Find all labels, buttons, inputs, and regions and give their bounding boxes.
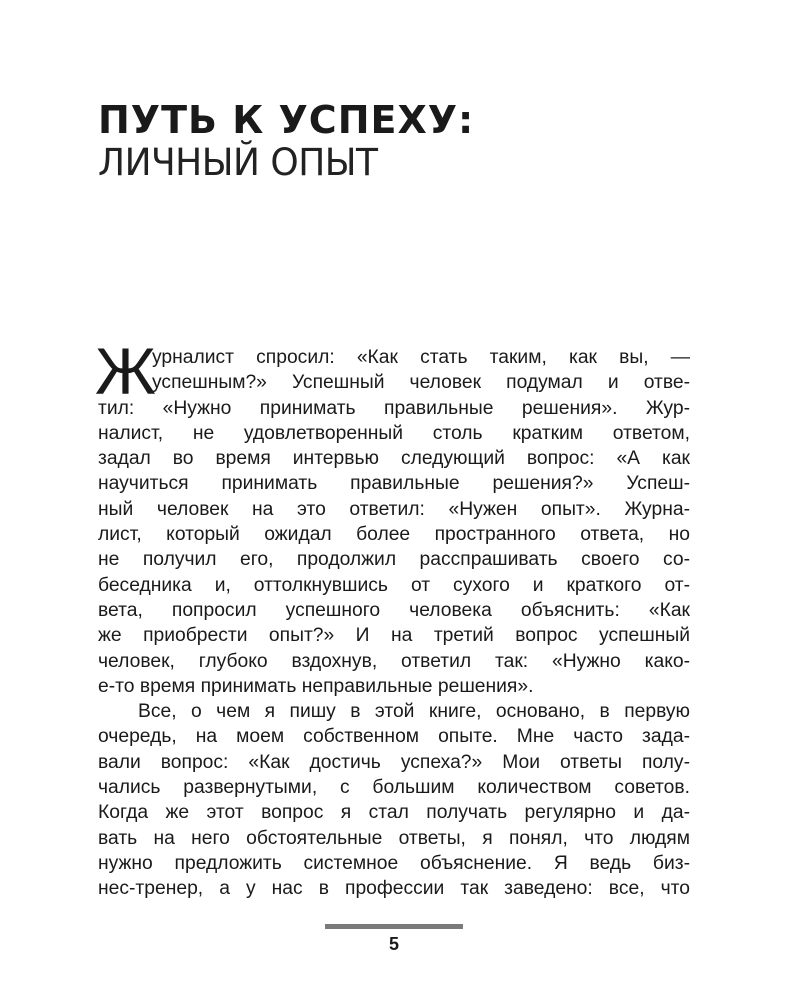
text-line: лист, который ожидал более пространного ответа, но (98, 524, 690, 546)
body-text (95, 334, 690, 902)
paragraph-1 (95, 334, 690, 699)
text-line: тил: «Нужно принимать правильные решения». Жур- (98, 397, 690, 419)
chapter-title: ПУТЬ К УСПЕХУ: (98, 98, 475, 142)
text-line: чались развернутыми, с большим количеством советов. (98, 777, 690, 799)
text-line: не получил его, продолжил расспрашивать своего со- (98, 549, 690, 571)
paragraph-2 (98, 699, 690, 901)
text-line: урналист спросил: «Как стать таким, как вы, — (152, 347, 690, 368)
text-line: научиться принимать правильные решения?» Успеш- (98, 473, 690, 495)
text-line: нужно предложить системное объяснение. Я ведь биз- (98, 852, 690, 874)
text-line: человек, глубоко вздохнув, ответил так: «Нужно како- (98, 650, 690, 672)
text-line: нес-тренер, а у нас в профессии так заведено: все, что (98, 878, 690, 900)
text-line: Когда же этот вопрос я стал получать регулярно и да- (98, 802, 690, 824)
text-line: налист, не удовлетворенный столь кратким ответом, (98, 422, 690, 444)
text-line: вать на него обстоятельные ответы, я понял, что людям (98, 827, 690, 849)
text-line: ный человек на это ответил: «Нужен опыт». Журна- (98, 498, 690, 520)
text-line: е-то время принимать неправильные решения». (98, 675, 534, 697)
text-line: вали вопрос: «Как достичь успеха?» Мои ответы полу- (98, 751, 690, 773)
text-line: задал во время интервью следующий вопрос: «А как (98, 448, 690, 470)
chapter-subtitle: ЛИЧНЫЙ ОПЫТ (98, 141, 378, 185)
text-line: вета, попросил успешного человека объяснить: «Как (98, 599, 690, 621)
text-line: же приобрести опыт?» И на третий вопрос успешный (98, 625, 690, 647)
text-line: очередь, на моем собственном опыте. Мне часто зада- (98, 726, 690, 748)
footer-divider (325, 924, 463, 929)
page-number: 5 (388, 934, 399, 954)
drop-cap-letter: Ж (95, 334, 156, 408)
text-line: беседника и, оттолкнувшись от сухого и краткого от- (98, 574, 690, 596)
text-line: Все, о чем я пишу в этой книге, основано, в первую (138, 701, 690, 723)
text-line: успешным?» Успешный человек подумал и отве- (152, 372, 690, 394)
